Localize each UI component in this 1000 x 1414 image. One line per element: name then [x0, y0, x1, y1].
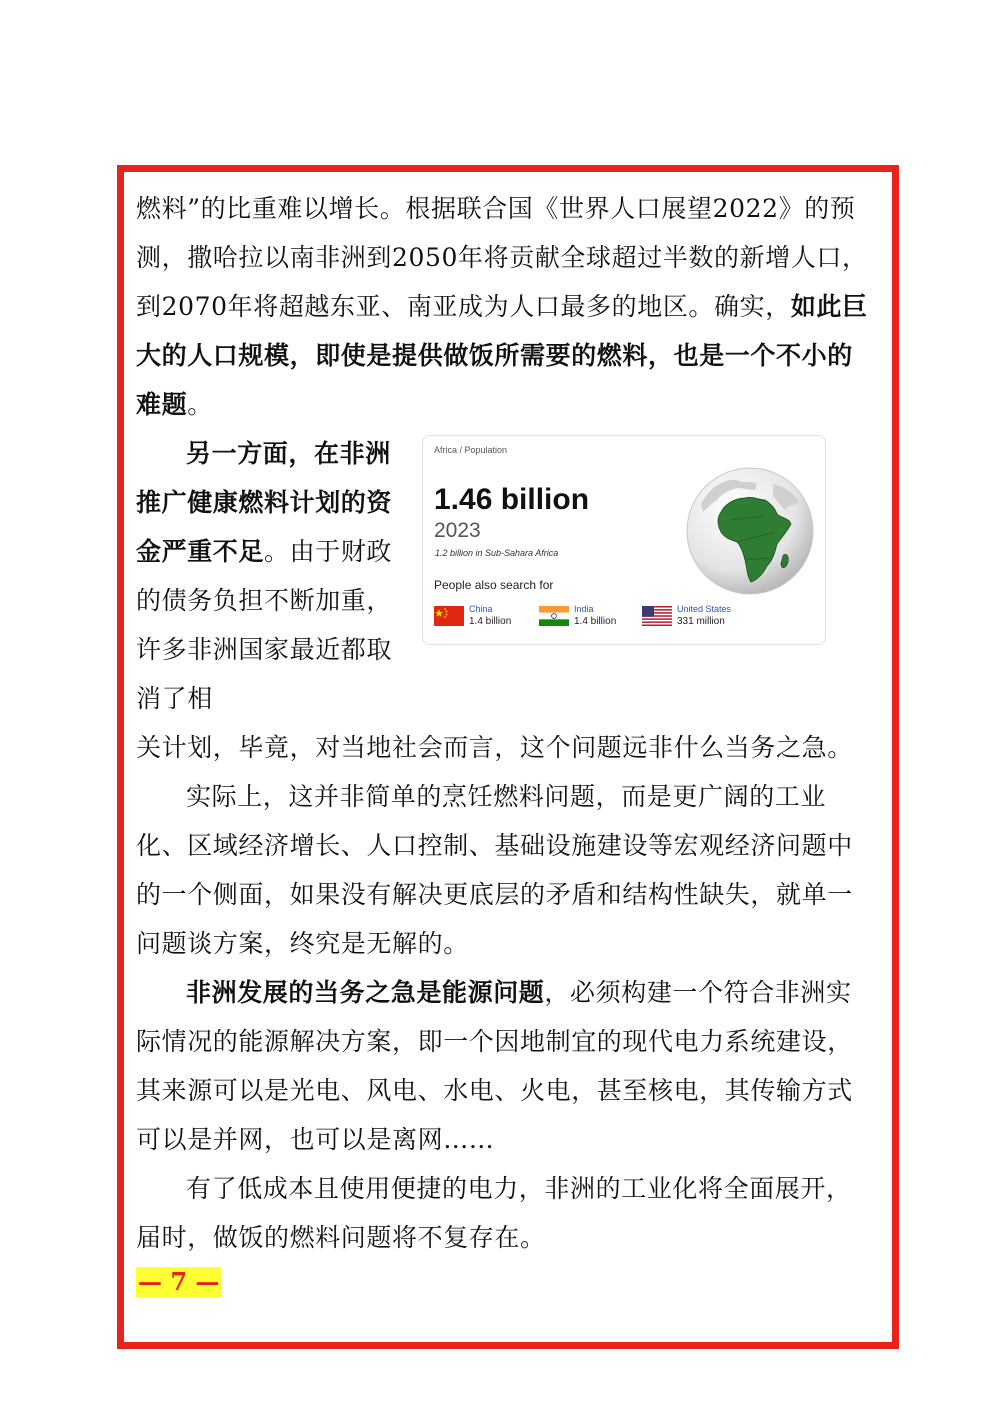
article-body [136, 184, 870, 1262]
paragraph-4 [136, 968, 870, 1164]
paragraph-1-end: 。 [187, 390, 213, 419]
country-name: China [469, 604, 493, 614]
population-value: 1.46 billion [434, 483, 590, 516]
india-flag-icon [539, 606, 569, 626]
paragraph-2-bold: 另一方面，在非洲推广健康燃料计划的资金严重不足 [136, 439, 393, 566]
population-card [422, 435, 826, 645]
paragraph-2-text: 。由于财政的债务负担不断加重，许多非洲国家最近都取消了相 [136, 537, 393, 713]
population-note: 1.2 billion in Sub-Sahara Africa [435, 548, 559, 558]
paragraph-2-with-card [136, 429, 870, 723]
us-flag-icon [642, 606, 672, 626]
paragraph-2-tail: 关计划，毕竟，对当地社会而言，这个问题远非什么当务之急。 [136, 733, 853, 762]
population-year: 2023 [434, 519, 481, 542]
country-value: 331 million [677, 616, 725, 627]
also-search-label: People also search for [434, 578, 554, 592]
country-name: United States [677, 604, 732, 614]
country-name: India [574, 604, 594, 614]
card-breadcrumb: Africa / Population [434, 445, 508, 455]
paragraph-3: 实际上，这并非简单的烹饪燃料问题，而是更广阔的工业化、区域经济增长、人口控制、基础设施建设等宏观经济问题中的一个侧面，如果没有解决更底层的矛盾和结构性缺失，就单一问题谈方案，终究是无解的。 [136, 782, 853, 958]
paragraph-1 [136, 184, 870, 429]
china-flag-icon [434, 606, 464, 626]
country-value: 1.4 billion [574, 616, 617, 627]
paragraph-5: 有了低成本且使用便捷的电力，非洲的工业化将全面展开，届时，做饭的燃料问题将不复存在。 [136, 1174, 852, 1252]
paragraph-4-bold: 非洲发展的当务之急是能源问题 [186, 978, 545, 1007]
paragraph-4-text: ，必须构建一个符合非洲实际情况的能源解决方案，即一个因地制宜的现代电力系统建设，其来源可以是光电、风电、水电、火电，甚至核电，其传输方式可以是并网，也可以是离网…… [136, 978, 853, 1154]
paragraph-1-bold: 如此巨大的人口规模，即使是提供做饭所需要的燃料，也是一个不小的难题 [136, 292, 868, 419]
paragraph-2 [136, 429, 406, 723]
country-value: 1.4 billion [469, 616, 512, 627]
paragraph-1-text: 燃料”的比重难以增长。根据联合国《世界人口展望2022》的预测，撒哈拉以南非洲到2050年将贡献全球超过半数的新增人口，到2070年将超越东亚、南亚成为人口最多的地区。确实， [136, 194, 868, 321]
page-number: — 7 — [138, 1267, 220, 1296]
page-frame [117, 165, 899, 1349]
africa-globe-icon [685, 466, 815, 596]
